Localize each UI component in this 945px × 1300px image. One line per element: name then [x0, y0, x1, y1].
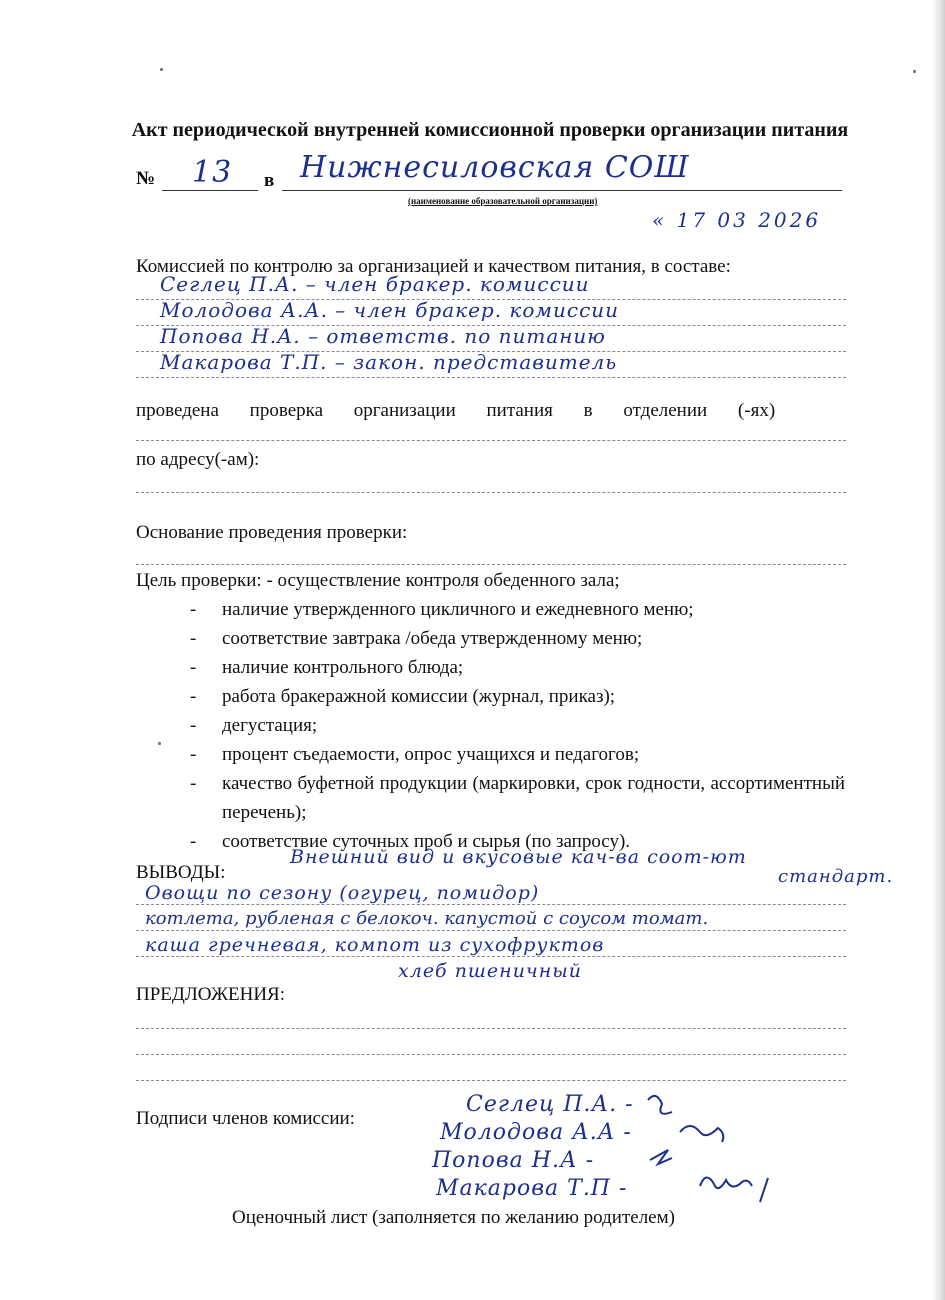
conclusion-text: каша гречневая, компот из сухофруктов	[145, 934, 605, 956]
basis-label: Основание проведения проверки:	[136, 522, 408, 543]
conclusion-line	[136, 904, 846, 905]
blank-line	[136, 1054, 846, 1055]
document-date: « 17 03 2026	[652, 208, 822, 232]
conclusion-text: котлета, рубленая с белокоч. капустой с соусом томат.	[145, 908, 709, 929]
member-line	[136, 377, 846, 378]
member-entry: Сеглец П.А. – член бракер. комиссии	[160, 272, 590, 296]
evaluation-sheet-note: Оценочный лист (заполняется по желанию родителем)	[232, 1207, 675, 1228]
goal-item: - соответствие завтрака /обеда утвержденному меню;	[190, 628, 643, 649]
conclusion-text: Овощи по сезону (огурец, помидор)	[145, 882, 540, 904]
member-entry: Попова Н.А. – ответств. по питанию	[160, 324, 606, 348]
number-label: №	[136, 168, 156, 189]
scan-speck	[160, 68, 163, 71]
signatures-label: Подписи членов комиссии:	[136, 1108, 355, 1129]
blank-line	[136, 492, 846, 493]
conclusions-label: ВЫВОДЫ:	[136, 862, 226, 883]
goal-item: - наличие контрольного блюда;	[190, 657, 464, 678]
in-label: в	[264, 170, 275, 191]
blank-line	[136, 564, 846, 565]
number-value: 13	[192, 155, 233, 190]
blank-line	[136, 440, 846, 441]
conclusion-text: хлеб пшеничный	[398, 960, 582, 982]
signature-entry: Макарова Т.П -	[436, 1176, 628, 1201]
member-entry: Молодова А.А. – член бракер. комиссии	[160, 298, 620, 322]
blank-line	[136, 1028, 846, 1029]
conclusion-text: Внешний вид и вкусовые кач-ва соот-ют	[290, 846, 747, 868]
signature-entry: Сеглец П.А. -	[466, 1092, 634, 1117]
goal-item: - процент съедаемости, опрос учащихся и педагогов;	[190, 744, 640, 765]
organization-caption: (наименование образовательной организации)	[408, 196, 598, 206]
signature-scribbles	[640, 1090, 780, 1210]
signature-entry: Попова Н.А -	[432, 1148, 595, 1173]
goals-list	[190, 595, 845, 856]
member-entry: Макарова Т.П. – закон. представитель	[160, 350, 618, 374]
blank-line	[136, 1080, 846, 1081]
goal-label: Цель проверки: - осуществление контроля обеденного зала;	[136, 570, 620, 591]
check-line	[136, 400, 846, 422]
scan-speck	[913, 70, 916, 73]
scan-speck	[158, 742, 161, 745]
conclusion-line	[136, 930, 846, 931]
commission-label: Комиссией по контролю за организацией и качеством питания, в составе:	[136, 256, 731, 277]
goal-item: - соответствие суточных проб и сырья (по запросу).	[190, 831, 631, 852]
goal-item: - наличие утвержденного цикличного и ежедневного меню;	[190, 599, 694, 620]
organization-name: Нижнесиловская СОШ	[300, 150, 690, 185]
number-underline	[162, 190, 258, 191]
goal-item: - работа бракеражной комиссии (журнал, приказ);	[190, 686, 616, 707]
goal-item: - дегустация;	[190, 715, 318, 736]
check-line-text: проведена проверка организации питания в отделении (-ях)	[136, 400, 776, 421]
conclusion-line	[136, 956, 846, 957]
organization-underline	[282, 190, 842, 191]
address-label: по адресу(-ам):	[136, 449, 260, 470]
conclusion-text: стандарт.	[778, 866, 894, 887]
document-title: Акт периодической внутренней комиссионной проверки организации питания	[131, 119, 849, 141]
goal-item: - качество буфетной продукции (маркировки, срок годности, ассортиментный перечень);	[190, 773, 845, 823]
scan-edge	[931, 0, 945, 1300]
signature-entry: Молодова А.А -	[440, 1120, 632, 1145]
proposals-label: ПРЕДЛОЖЕНИЯ:	[136, 984, 286, 1005]
